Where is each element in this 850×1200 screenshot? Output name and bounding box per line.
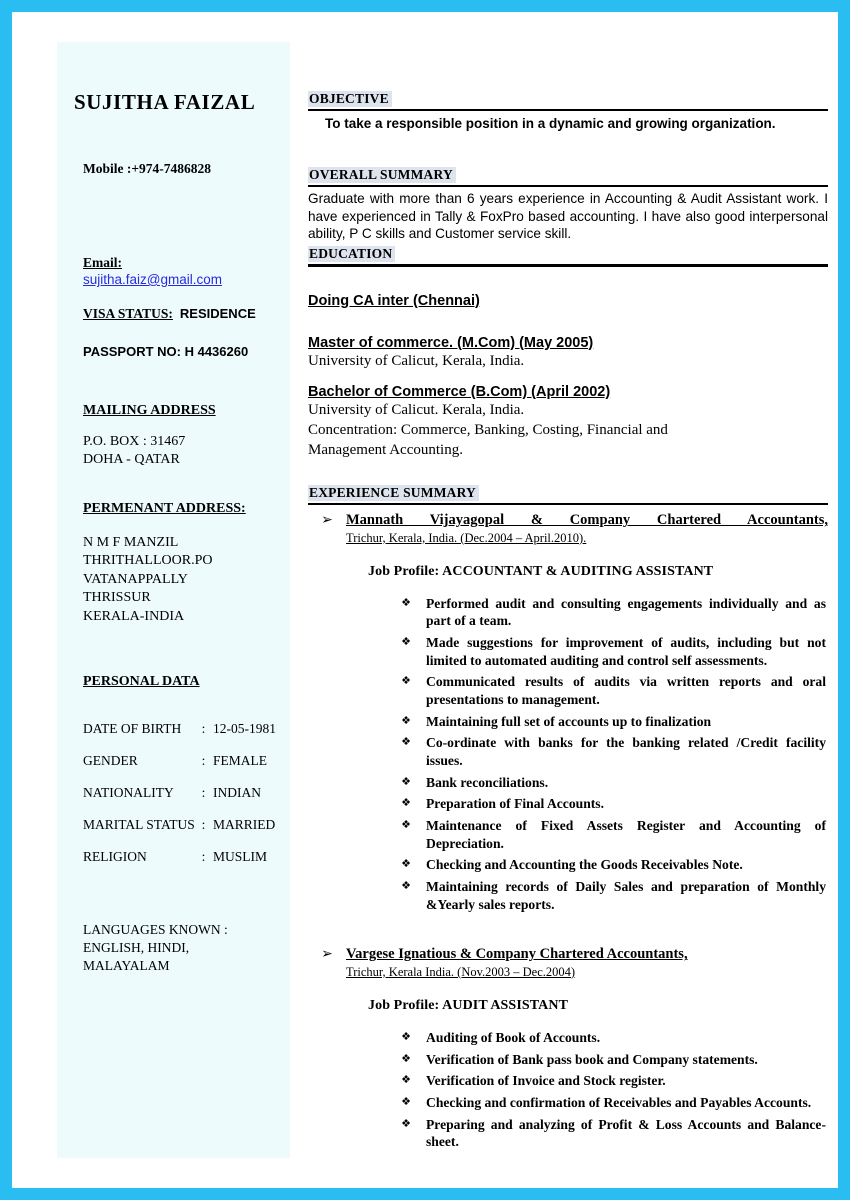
- field-value: FEMALE: [213, 753, 267, 769]
- experience-entry: [308, 512, 828, 913]
- arrow-bullet-icon: ➢: [321, 947, 333, 963]
- table-row: [83, 785, 276, 817]
- candidate-name: SUJITHA FAIZAL: [74, 90, 256, 114]
- list-item: [386, 1094, 828, 1112]
- field-value: 12-05-1981: [213, 721, 276, 737]
- duty-text: Maintaining full set of accounts up to finalization: [426, 713, 712, 729]
- spacer: [308, 917, 828, 939]
- address-line: P.O. BOX : 31467: [83, 434, 186, 449]
- section-heading-experience: EXPERIENCE SUMMARY: [308, 485, 479, 501]
- section-divider: [308, 503, 828, 505]
- diamond-bullet-icon: ❖: [401, 774, 411, 788]
- field-separator: :: [201, 785, 206, 801]
- languages-line: MALAYALAM: [83, 958, 170, 974]
- diamond-bullet-icon: ❖: [401, 1073, 411, 1087]
- section-experience: [308, 484, 828, 1151]
- permanent-address-block: [83, 534, 276, 626]
- field-label: RELIGION: [83, 849, 147, 865]
- experience-entry: [308, 946, 828, 1150]
- table-row: [83, 849, 276, 881]
- list-item: [386, 595, 828, 630]
- duty-text: Bank reconciliations.: [426, 774, 549, 790]
- languages-block: [83, 921, 276, 975]
- visa-status-label: VISA STATUS:: [83, 306, 173, 321]
- section-heading-objective: OBJECTIVE: [308, 91, 392, 107]
- duty-text: Auditing of Book of Accounts.: [426, 1029, 601, 1045]
- duty-text: Made suggestions for improvement of audits, including but not limited to automated auditing and control self assessments.: [426, 635, 826, 668]
- languages-line: ENGLISH, HINDI,: [83, 940, 190, 956]
- duty-list: [308, 1029, 828, 1151]
- field-separator: :: [201, 753, 206, 769]
- job-profile-title: Job Profile: ACCOUNTANT & AUDITING ASSISTANT: [368, 563, 714, 579]
- company-name: Vargese Ignatious & Company Chartered Accountants,: [346, 946, 688, 963]
- education-entry: [308, 335, 828, 371]
- passport-number: PASSPORT NO: H 4436260: [83, 344, 249, 359]
- field-label: GENDER: [83, 753, 138, 769]
- spacer: [308, 309, 828, 335]
- table-row: [83, 817, 276, 849]
- field-separator: :: [201, 721, 206, 737]
- experience-header: [308, 946, 828, 979]
- address-line: N M F MANZIL: [83, 534, 179, 550]
- section-divider: [308, 109, 828, 111]
- section-heading-education: EDUCATION: [308, 246, 395, 262]
- spacer: [308, 267, 828, 293]
- list-item: [386, 856, 828, 874]
- section-objective: [308, 90, 828, 131]
- list-item: [386, 1116, 828, 1151]
- diamond-bullet-icon: ❖: [401, 818, 411, 832]
- list-item: [386, 673, 828, 708]
- section-divider: [308, 185, 828, 187]
- table-row: [83, 753, 276, 785]
- address-line: VATANAPPALLY: [83, 571, 188, 587]
- diamond-bullet-icon: ❖: [401, 796, 411, 810]
- company-name: Mannath Vijayagopal & Company Chartered Accountants,: [346, 512, 828, 529]
- visa-status-row: [83, 306, 276, 322]
- sidebar-panel: [57, 42, 290, 1158]
- field-label: MARITAL STATUS: [83, 817, 195, 833]
- list-item: [386, 878, 828, 913]
- education-detail: University of Calicut, Kerala, India.: [308, 352, 525, 369]
- education-detail: Management Accounting.: [308, 442, 463, 459]
- languages-label: LANGUAGES KNOWN :: [83, 922, 228, 938]
- field-value: MARRIED: [213, 817, 276, 833]
- personal-data-table: [83, 721, 276, 881]
- diamond-bullet-icon: ❖: [401, 1029, 411, 1043]
- duty-text: Verification of Bank pass book and Company statements.: [426, 1051, 758, 1067]
- education-detail: Concentration: Commerce, Banking, Costing, Financial and: [308, 421, 668, 438]
- diamond-bullet-icon: ❖: [401, 879, 411, 893]
- education-entry: [308, 384, 828, 461]
- section-education: [308, 245, 828, 461]
- mobile-number: Mobile :+974-7486828: [83, 161, 212, 176]
- list-item: [386, 1051, 828, 1069]
- permanent-address-heading: PERMENANT ADDRESS:: [83, 500, 246, 516]
- spacer: [308, 371, 828, 384]
- field-label: NATIONALITY: [83, 785, 174, 801]
- company-location-dates: Trichur, Kerala, India. (Dec.2004 – April.2010).: [346, 530, 587, 545]
- list-item: [386, 734, 828, 769]
- duty-text: Preparing and analyzing of Profit & Loss Accounts and Balance-sheet.: [426, 1116, 826, 1150]
- field-separator: :: [201, 817, 206, 833]
- main-content: [308, 90, 828, 1155]
- personal-data-heading: PERSONAL DATA: [83, 674, 200, 690]
- objective-text: To take a responsible position in a dynamic and growing organization.: [325, 116, 776, 131]
- list-item: [386, 774, 828, 792]
- address-line: THRISSUR: [83, 590, 151, 606]
- field-value: INDIAN: [213, 785, 261, 801]
- duty-text: Maintenance of Fixed Assets Register and Accounting of Depreciation.: [426, 818, 826, 851]
- education-title: Master of commerce. (M.Com) (May 2005): [308, 334, 594, 351]
- field-value: MUSLIM: [213, 849, 268, 865]
- resume-page: [12, 12, 838, 1188]
- duty-text: Co-ordinate with banks for the banking related /Credit facility issues.: [426, 735, 826, 769]
- list-item: [386, 795, 828, 813]
- mailing-address-block: [83, 433, 276, 470]
- duty-text: Maintaining records of Daily Sales and preparation of Monthly &Yearly sales reports.: [426, 879, 826, 912]
- arrow-bullet-icon: ➢: [321, 513, 333, 529]
- list-item: [386, 1029, 828, 1047]
- section-overall-summary: [308, 166, 828, 243]
- duty-text: Checking and Accounting the Goods Receivables Note.: [426, 857, 743, 873]
- diamond-bullet-icon: ❖: [401, 857, 411, 871]
- diamond-bullet-icon: ❖: [401, 735, 411, 749]
- section-heading-summary: OVERALL SUMMARY: [308, 167, 456, 183]
- duty-text: Communicated results of audits via written reports and oral presentations to management.: [426, 674, 826, 708]
- diamond-bullet-icon: ❖: [401, 1051, 411, 1065]
- duty-text: Checking and confirmation of Receivables and Payables Accounts.: [426, 1094, 812, 1110]
- list-item: [386, 634, 828, 669]
- education-title: Doing CA inter (Chennai): [308, 292, 480, 309]
- list-item: [386, 713, 828, 731]
- list-item: [386, 817, 828, 852]
- list-item: [386, 1072, 828, 1090]
- diamond-bullet-icon: ❖: [401, 595, 411, 609]
- experience-header: [308, 512, 828, 545]
- diamond-bullet-icon: ❖: [401, 713, 411, 727]
- summary-text: Graduate with more than 6 years experience in Accounting & Audit Assistant work. I have experienced in Tally & FoxPro based accounting. I have also good interpersonal ability, P C skills and Customer service skill.: [308, 191, 828, 242]
- address-line: THRITHALLOOR.PO: [83, 553, 213, 569]
- field-label: DATE OF BIRTH: [83, 721, 182, 737]
- duty-list: [308, 595, 828, 914]
- table-row: [83, 721, 276, 753]
- visa-status-value: RESIDENCE: [179, 306, 256, 321]
- duty-text: Verification of Invoice and Stock register.: [426, 1073, 666, 1089]
- education-detail: University of Calicut. Kerala, India.: [308, 401, 525, 418]
- diamond-bullet-icon: ❖: [401, 1116, 411, 1130]
- email-block: [83, 255, 276, 287]
- duty-text: Preparation of Final Accounts.: [426, 796, 604, 812]
- company-location-dates: Trichur, Kerala India. (Nov.2003 – Dec.2004): [346, 964, 576, 979]
- diamond-bullet-icon: ❖: [401, 635, 411, 649]
- email-label: Email:: [83, 255, 122, 270]
- mailing-address-heading: MAILING ADDRESS: [83, 403, 216, 418]
- email-link[interactable]: sujitha.faiz@gmail.com: [83, 272, 223, 287]
- address-line: DOHA - QATAR: [83, 452, 180, 468]
- field-separator: :: [201, 849, 206, 865]
- education-title: Bachelor of Commerce (B.Com) (April 2002): [308, 383, 611, 400]
- address-line: KERALA-INDIA: [83, 608, 185, 624]
- diamond-bullet-icon: ❖: [401, 1094, 411, 1108]
- job-profile-title: Job Profile: AUDIT ASSISTANT: [368, 997, 569, 1013]
- diamond-bullet-icon: ❖: [401, 674, 411, 688]
- education-entry: [308, 293, 828, 309]
- duty-text: Performed audit and consulting engagements individually and as part of a team.: [426, 595, 826, 629]
